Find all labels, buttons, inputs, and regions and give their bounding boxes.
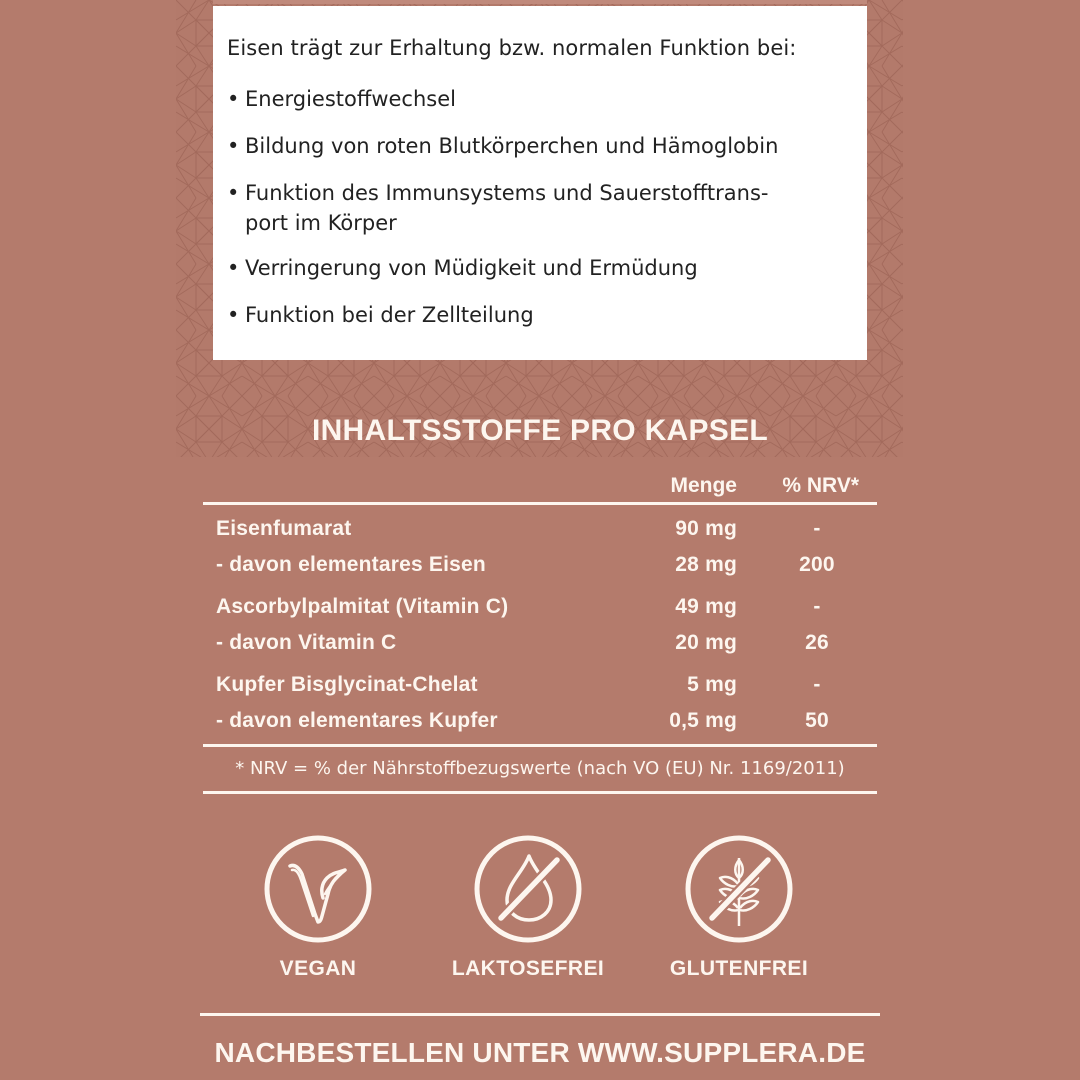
footnote-bottom-rule: [203, 791, 877, 794]
table-header: [203, 468, 877, 502]
ingredient-nrv: 200: [799, 553, 835, 576]
benefit-item: • Funktion bei der Zellteilung: [227, 300, 849, 330]
badge-lactose-free: [438, 834, 618, 981]
reorder-text: NACHBESTELLEN UNTER WWW.SUPPLERA.DE: [214, 1037, 866, 1068]
ingredient-amount: 20 mg: [675, 631, 737, 654]
gluten-free-wheat-icon: [649, 834, 829, 944]
footnote-text: * NRV = % der Nährstoffbezugswerte (nach VO (EU) Nr. 1169/2011): [235, 758, 845, 779]
footer-rule: [200, 1013, 880, 1016]
column-header-amount: Menge: [670, 474, 737, 497]
nrv-footnote: [203, 744, 877, 794]
ingredient-amount: 28 mg: [675, 553, 737, 576]
table-row: [203, 667, 877, 703]
vegan-leaf-icon: [228, 834, 408, 944]
product-badges: [0, 834, 1080, 984]
ingredient-nrv: 50: [805, 709, 829, 732]
ingredient-amount: 5 mg: [687, 673, 737, 696]
lactose-free-drop-icon: [438, 834, 618, 944]
table-row: [203, 547, 877, 583]
ingredient-nrv: -: [813, 595, 821, 618]
ingredients-title: INHALTSSTOFFE PRO KAPSEL: [311, 414, 769, 447]
column-header-nrv: % NRV*: [782, 474, 859, 497]
ingredient-nrv: 26: [805, 631, 829, 654]
badge-label: LAKTOSEFREI: [451, 957, 605, 980]
top-strip: [213, 0, 867, 4]
table-row: [203, 511, 877, 547]
ingredient-nrv: -: [813, 517, 821, 540]
badge-vegan: [228, 834, 408, 981]
ingredient-name: - davon elementares Eisen: [216, 553, 486, 576]
ingredient-name: Kupfer Bisglycinat-Chelat: [216, 673, 478, 696]
table-row: [203, 625, 877, 661]
benefit-item: • Funktion des Immunsystems und Sauerstofftrans- port im Körper: [227, 178, 849, 238]
benefit-item: • Energiestoffwechsel: [227, 84, 849, 114]
ingredient-amount: 90 mg: [675, 517, 737, 540]
iron-benefits-box: [213, 6, 867, 360]
benefit-item: • Bildung von roten Blutkörperchen und Hämoglobin: [227, 131, 849, 161]
ingredient-nrv: -: [813, 673, 821, 696]
ingredient-name: Ascorbylpalmitat (Vitamin C): [216, 595, 509, 618]
ingredient-name: Eisenfumarat: [216, 517, 352, 540]
ingredient-amount: 0,5 mg: [669, 709, 737, 732]
iron-benefits-list: [227, 84, 849, 330]
table-row: [203, 703, 877, 739]
badge-label: GLUTENFREI: [669, 957, 809, 980]
ingredient-name: - davon Vitamin C: [216, 631, 397, 654]
table-body: [203, 505, 877, 739]
ingredient-amount: 49 mg: [675, 595, 737, 618]
ingredients-table: [203, 468, 877, 739]
badge-label: VEGAN: [279, 957, 357, 980]
benefit-item: • Verringerung von Müdigkeit und Ermüdung: [227, 253, 849, 283]
badge-gluten-free: [649, 834, 829, 981]
ingredient-name: - davon elementares Kupfer: [216, 709, 498, 732]
table-row: [203, 589, 877, 625]
iron-benefits-intro: Eisen trägt zur Erhaltung bzw. normalen Funktion bei:: [227, 36, 797, 60]
